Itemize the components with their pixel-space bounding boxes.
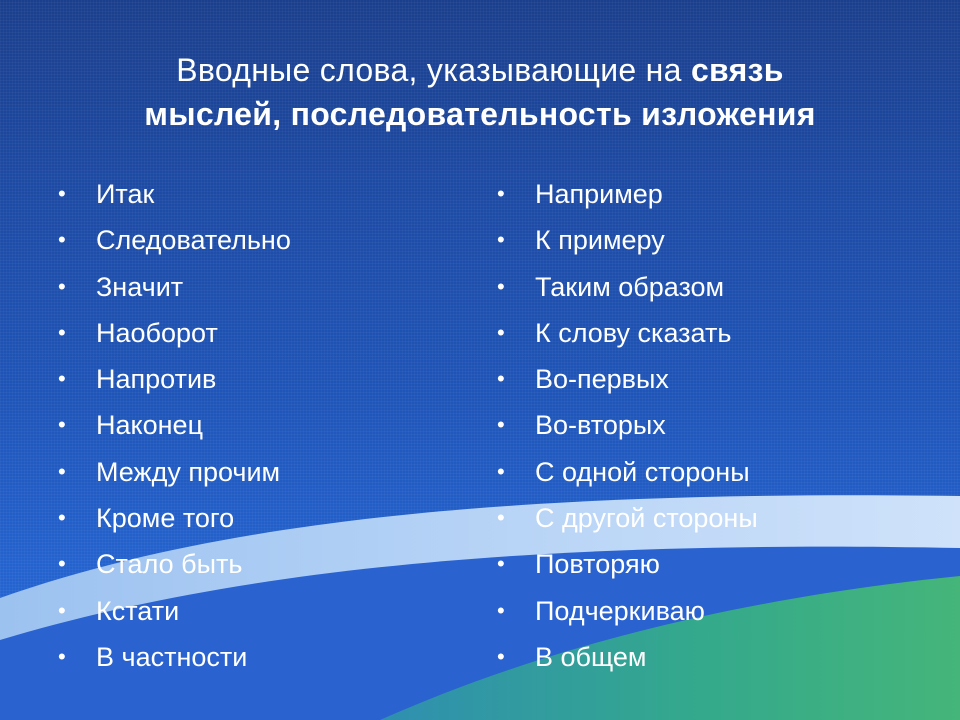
bullet-icon: •	[58, 505, 66, 531]
left-list-item-text: Между прочим	[96, 456, 281, 487]
bullet-icon: •	[58, 366, 66, 392]
title-bold-text: связь	[690, 52, 784, 88]
right-list-item-text: С одной стороны	[535, 456, 750, 487]
left-list-item-text: Кстати	[96, 595, 180, 626]
left-list-item-text: Значит	[96, 271, 184, 302]
title-bold-text-2: мыслей, последовательность изложения	[144, 96, 816, 132]
left-list-item-text: Стало быть	[96, 549, 243, 580]
left-list-item-text: Напротив	[96, 364, 217, 395]
right-list-item-text: Во-первых	[535, 364, 669, 395]
left-list-item-text: Наоборот	[96, 317, 218, 348]
left-list-item-text: Кроме того	[96, 503, 235, 534]
right-list-item-text: Повторяю	[535, 549, 660, 580]
title-line-2	[40, 92, 920, 136]
bullet-icon: •	[58, 181, 66, 206]
bullet-icon: •	[58, 273, 66, 299]
left-list-item-text: Следовательно	[96, 225, 291, 256]
bullet-icon: •	[497, 597, 505, 623]
bullet-icon: •	[497, 227, 505, 253]
bullet-icon: •	[58, 412, 66, 438]
right-list-item-text: В общем	[535, 641, 647, 672]
bullet-icon: •	[58, 551, 66, 577]
right-list-item-text: Например	[535, 179, 663, 209]
left-list-item-text: В частности	[96, 641, 248, 672]
bullet-icon: •	[497, 366, 505, 392]
right-list-item-text: Во-вторых	[535, 410, 666, 441]
bullet-icon: •	[497, 505, 505, 531]
title-line-1	[40, 48, 920, 92]
bullet-icon: •	[58, 458, 66, 484]
bullet-icon: •	[497, 458, 505, 484]
bullet-icon: •	[58, 227, 66, 253]
right-list-item-text: Таким образом	[535, 271, 725, 302]
bullet-icon: •	[58, 597, 66, 623]
bullet-icon: •	[497, 412, 505, 438]
bullet-icon: •	[58, 319, 66, 345]
bullet-icon: •	[497, 319, 505, 345]
bullet-icon: •	[497, 181, 505, 206]
bullet-icon: •	[497, 643, 505, 669]
title-regular-text: Вводные слова, указывающие на	[176, 52, 682, 88]
bullet-icon: •	[58, 643, 66, 669]
bullet-icon: •	[497, 551, 505, 577]
right-list-item-text: С другой стороны	[535, 503, 758, 534]
right-list-item-text: К примеру	[535, 225, 665, 256]
left-list-item-text: Итак	[96, 179, 155, 209]
right-list-item-text: Подчеркиваю	[535, 595, 705, 626]
right-list-item-text: К слову сказать	[535, 317, 732, 348]
bullet-icon: •	[497, 273, 505, 299]
slide-title	[40, 48, 920, 136]
left-list-item-text: Наконец	[96, 410, 204, 441]
